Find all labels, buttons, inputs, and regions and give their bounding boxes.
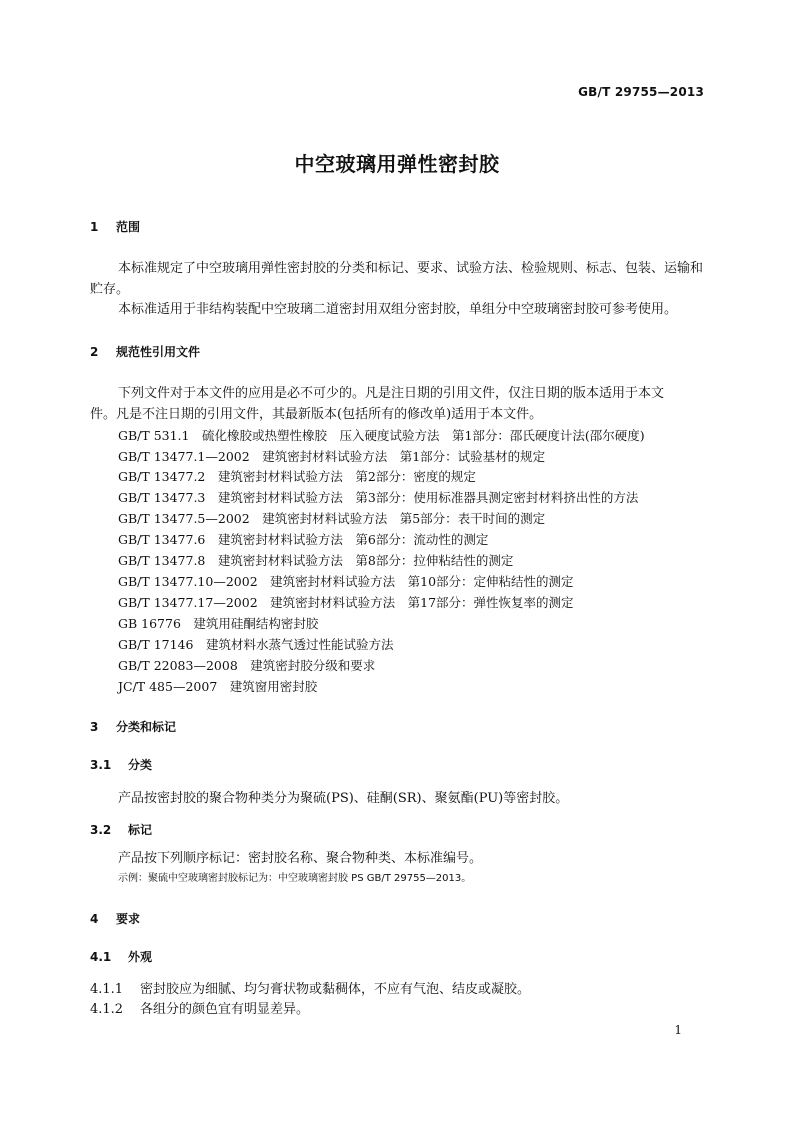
clause-number: 4.1.2 bbox=[90, 1002, 124, 1017]
references-intro-line-1: 下列文件对于本文件的应用是必不可少的。凡是注日期的引用文件，仅注日期的版本适用于本文 bbox=[118, 386, 665, 401]
scope-paragraph-1-line-1: 本标准规定了中空玻璃用弹性密封胶的分类和标记、要求、试验方法、检验规则、标志、包装、运输和 bbox=[118, 261, 704, 276]
section-number: 4 bbox=[90, 912, 99, 926]
marking-text: 产品按下列顺序标记：密封胶名称、聚合物种类、本标准编号。 bbox=[118, 851, 483, 866]
section-number: 3 bbox=[90, 720, 99, 734]
subsection-number: 3.1 bbox=[90, 758, 112, 772]
scope-paragraph-2: 本标准适用于非结构装配中空玻璃二道密封用双组分密封胶，单组分中空玻璃密封胶可参考使用。 bbox=[118, 302, 678, 317]
reference-item: GB/T 13477.1—2002 建筑密封材料试验方法 第1部分：试验基材的规定 bbox=[118, 449, 546, 464]
clause-text: 各组分的颜色宜有明显差异。 bbox=[140, 1002, 310, 1017]
reference-item: GB/T 13477.10—2002 建筑密封材料试验方法 第10部分：定伸粘结性的测定 bbox=[118, 574, 574, 589]
reference-item: GB/T 13477.2 建筑密封材料试验方法 第2部分：密度的规定 bbox=[118, 469, 476, 484]
subsection-4-1-heading bbox=[90, 951, 152, 963]
subsection-title: 标记 bbox=[128, 823, 153, 837]
section-4-heading bbox=[90, 913, 140, 925]
page-number: 1 bbox=[674, 1023, 682, 1037]
section-title: 要求 bbox=[116, 912, 141, 926]
subsection-number: 4.1 bbox=[90, 950, 112, 964]
reference-item: GB/T 13477.3 建筑密封材料试验方法 第3部分：使用标准器具测定密封材料挤出性的方法 bbox=[118, 490, 639, 505]
section-title: 范围 bbox=[116, 220, 141, 234]
reference-item: GB/T 531.1 硫化橡胶或热塑性橡胶 压入硬度试验方法 第1部分：邵氏硬度计法(邵尔硬度) bbox=[118, 428, 645, 443]
reference-item: GB/T 13477.6 建筑密封材料试验方法 第6部分：流动性的测定 bbox=[118, 532, 489, 547]
marking-example: 示例：聚硫中空玻璃密封胶标记为：中空玻璃密封胶 PS GB/T 29755—2013。 bbox=[118, 873, 472, 884]
subsection-number: 3.2 bbox=[90, 823, 112, 837]
scope-paragraph-1-line-2: 贮存。 bbox=[90, 282, 130, 297]
subsection-title: 外观 bbox=[128, 950, 153, 964]
reference-item: GB 16776 建筑用硅酮结构密封胶 bbox=[118, 616, 319, 631]
clause-4-1-2 bbox=[90, 1003, 309, 1016]
clause-4-1-1 bbox=[90, 983, 530, 996]
clause-number: 4.1.1 bbox=[90, 982, 124, 997]
subsection-title: 分类 bbox=[128, 758, 153, 772]
reference-item: GB/T 22083—2008 建筑密封胶分级和要求 bbox=[118, 658, 376, 673]
section-title: 规范性引用文件 bbox=[116, 345, 201, 359]
section-title: 分类和标记 bbox=[116, 720, 177, 734]
section-2-heading bbox=[90, 346, 200, 358]
standard-number: GB/T 29755—2013 bbox=[578, 85, 704, 99]
reference-item: GB/T 13477.8 建筑密封材料试验方法 第8部分：拉伸粘结性的测定 bbox=[118, 553, 514, 568]
reference-item: GB/T 13477.5—2002 建筑密封材料试验方法 第5部分：表干时间的测定 bbox=[118, 511, 546, 526]
references-intro-line-2: 件。凡是不注日期的引用文件，其最新版本(包括所有的修改单)适用于本文件。 bbox=[90, 407, 543, 422]
section-1-heading bbox=[90, 221, 140, 233]
subsection-3-2-heading bbox=[90, 824, 152, 836]
section-number: 1 bbox=[90, 220, 99, 234]
reference-item: GB/T 17146 建筑材料水蒸气透过性能试验方法 bbox=[118, 637, 394, 652]
section-3-heading bbox=[90, 721, 176, 733]
subsection-3-1-heading bbox=[90, 759, 152, 771]
document-title: 中空玻璃用弹性密封胶 bbox=[294, 152, 500, 176]
clause-text: 密封胶应为细腻、均匀膏状物或黏稠体，不应有气泡、结皮或凝胶。 bbox=[140, 982, 531, 997]
reference-item: GB/T 13477.17—2002 建筑密封材料试验方法 第17部分：弹性恢复率的测定 bbox=[118, 595, 574, 610]
section-number: 2 bbox=[90, 345, 99, 359]
reference-item: JC/T 485—2007 建筑窗用密封胶 bbox=[118, 679, 318, 694]
classification-text: 产品按密封胶的聚合物种类分为聚硫(PS)、硅酮(SR)、聚氨酯(PU)等密封胶。 bbox=[118, 791, 569, 806]
